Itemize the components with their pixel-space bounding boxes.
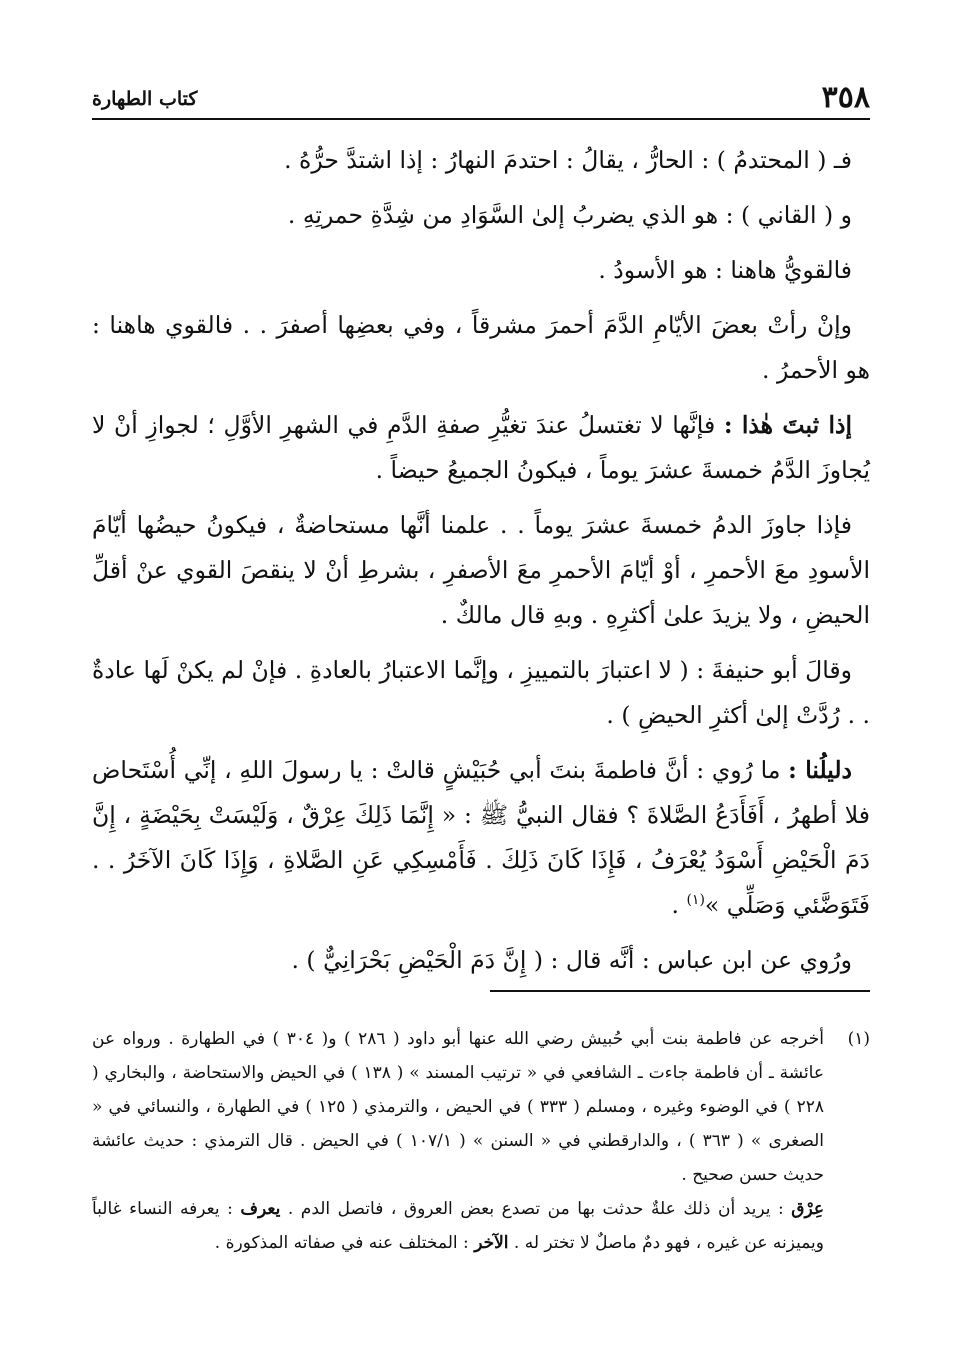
- footnote-ref: (١): [686, 892, 705, 909]
- paragraph-6: فإذا جاوزَ الدمُ خمسةَ عشرَ يوماً . . علمنا أنَّها مستحاضةٌ ، فيكونُ حيضُها أيّامَ الأسودِ معَ الأحمرِ ، أوْ أيّامَ الأحمرِ معَ الأصفرِ ، بشرطِ أنْ لا ينقصَ القوي عنْ أقلِّ الحيضِ ، ولا يزيدَ علىٰ أكثرِهِ . وبهِ قال مالكٌ .: [92, 511, 870, 629]
- paragraph-9: ورُوي عن ابن عباس : أنَّه قال : ( إِنَّ دَمَ الْحَيْضِ بَحْرَانِيٌّ ) .: [291, 946, 852, 974]
- page-number: ٣٥٨: [821, 80, 870, 115]
- page-header: [92, 78, 870, 120]
- paragraph-2: و ( القاني ) : هو الذي يضربُ إلىٰ السَّوَادِ من شِدَّةِ حمرتِهِ .: [287, 201, 852, 229]
- footnote-1: (١) أخرجه عن فاطمة بنت أبي حُبيش رضي الله عنها أبو داود ( ٢٨٦ ) و( ٣٠٤ ) في الطهارة . ورواه عن عائشة ـ أن فاطمة جاءت ـ الشافعي في « ترتيب المسند » ( ١٣٨ ) في الحيض والاستحاضة ، والبخاري ( ٢٢٨ ) في الوضوء وغيره ، ومسلم ( ٣٣٣ ) في الحيض ، والترمذي ( ١٢٥ ) في الطهارة ، والنسائي في « الصغرى » ( ٣٦٣ ) ، والدارقطني في « السنن » ( ١٠٧/١ ) في الحيض . قال الترمذي : حديث عائشة حديث حسن صحيح .: [92, 1022, 870, 1192]
- footnote-divider: [490, 990, 870, 992]
- paragraph-3: فالقويُّ هاهنا : هو الأسودُ .: [598, 256, 852, 284]
- paragraph-4: وإنْ رأتْ بعضَ الأيّامِ الدَّمَ أحمرَ مشرقاً ، وفي بعضِها أصفرَ . . فالقوي هاهنا : هو الأحمرُ .: [92, 311, 870, 384]
- paragraph-1: فـ ( المحتدمُ ) : الحارُّ ، يقالُ : احتدمَ النهارُ : إذا اشتدَّ حرُّهُ .: [284, 146, 852, 174]
- paragraph-5: إذا ثبتَ هٰذا : فإنَّها لا تغتسلُ عندَ تغيُّرِ صفةِ الدَّمِ في الشهرِ الأوَّلِ ؛ لجوازِ أنْ لا يُجاوزَ الدَّمُ خمسةَ عشرَ يوماً ، فيكونُ الجميعُ حيضاً .: [92, 411, 870, 484]
- running-title: كتاب الطهارة: [92, 88, 198, 110]
- footnote-glossary: عِرْق : يريد أن ذلك علةٌ حدثت بها من تصدع بعض العروق ، فاتصل الدم . يعرف : يعرفه النساء غالباً ويميزنه عن غيره ، فهو دمٌ ماصلٌ لا تختر له . الآخر : المختلف عنه في صفاته المذكورة .: [92, 1199, 825, 1253]
- paragraph-lead: دليلُنا :: [788, 756, 852, 784]
- footnote-number: (١): [847, 1029, 870, 1049]
- paragraph-8: دليلُنا : ما رُوي : أنَّ فاطمةَ بنتَ أبي حُبَيْشٍ قالتْ : يا رسولَ اللهِ ، إنِّي أُسْتَحاض فلا أطهرُ ، أَفَأَدَعُ الصَّلاةَ ؟ فقال النبيُّ ﷺ : « إِنَّمَا ذَلِكَ عِرْقٌ ، وَلَيْسَتْ بِحَيْضَةٍ ، إِنَّ دَمَ الْحَيْضِ أَسْوَدُ يُعْرَفُ ، فَإِذَا كَانَ ذَلِكَ . فَأَمْسِكِي عَنِ الصَّلاةِ ، وَإِذَا كَانَ الآخَرُ . . فَتَوَضَّئي وَصَلِّي »$^{(١)}$ .: [92, 756, 870, 919]
- paragraph-lead: إذا ثبتَ هٰذا :: [723, 411, 852, 439]
- main-text: [92, 138, 870, 993]
- paragraph-7: وقالَ أبو حنيفةَ : ( لا اعتبارَ بالتمييزِ ، وإنَّما الاعتبارُ بالعادةِ . فإنْ لم يكنْ لَها عادةٌ . . رُدَّتْ إلىٰ أكثرِ الحيضِ ) .: [92, 656, 870, 729]
- footnotes: [92, 1022, 870, 1260]
